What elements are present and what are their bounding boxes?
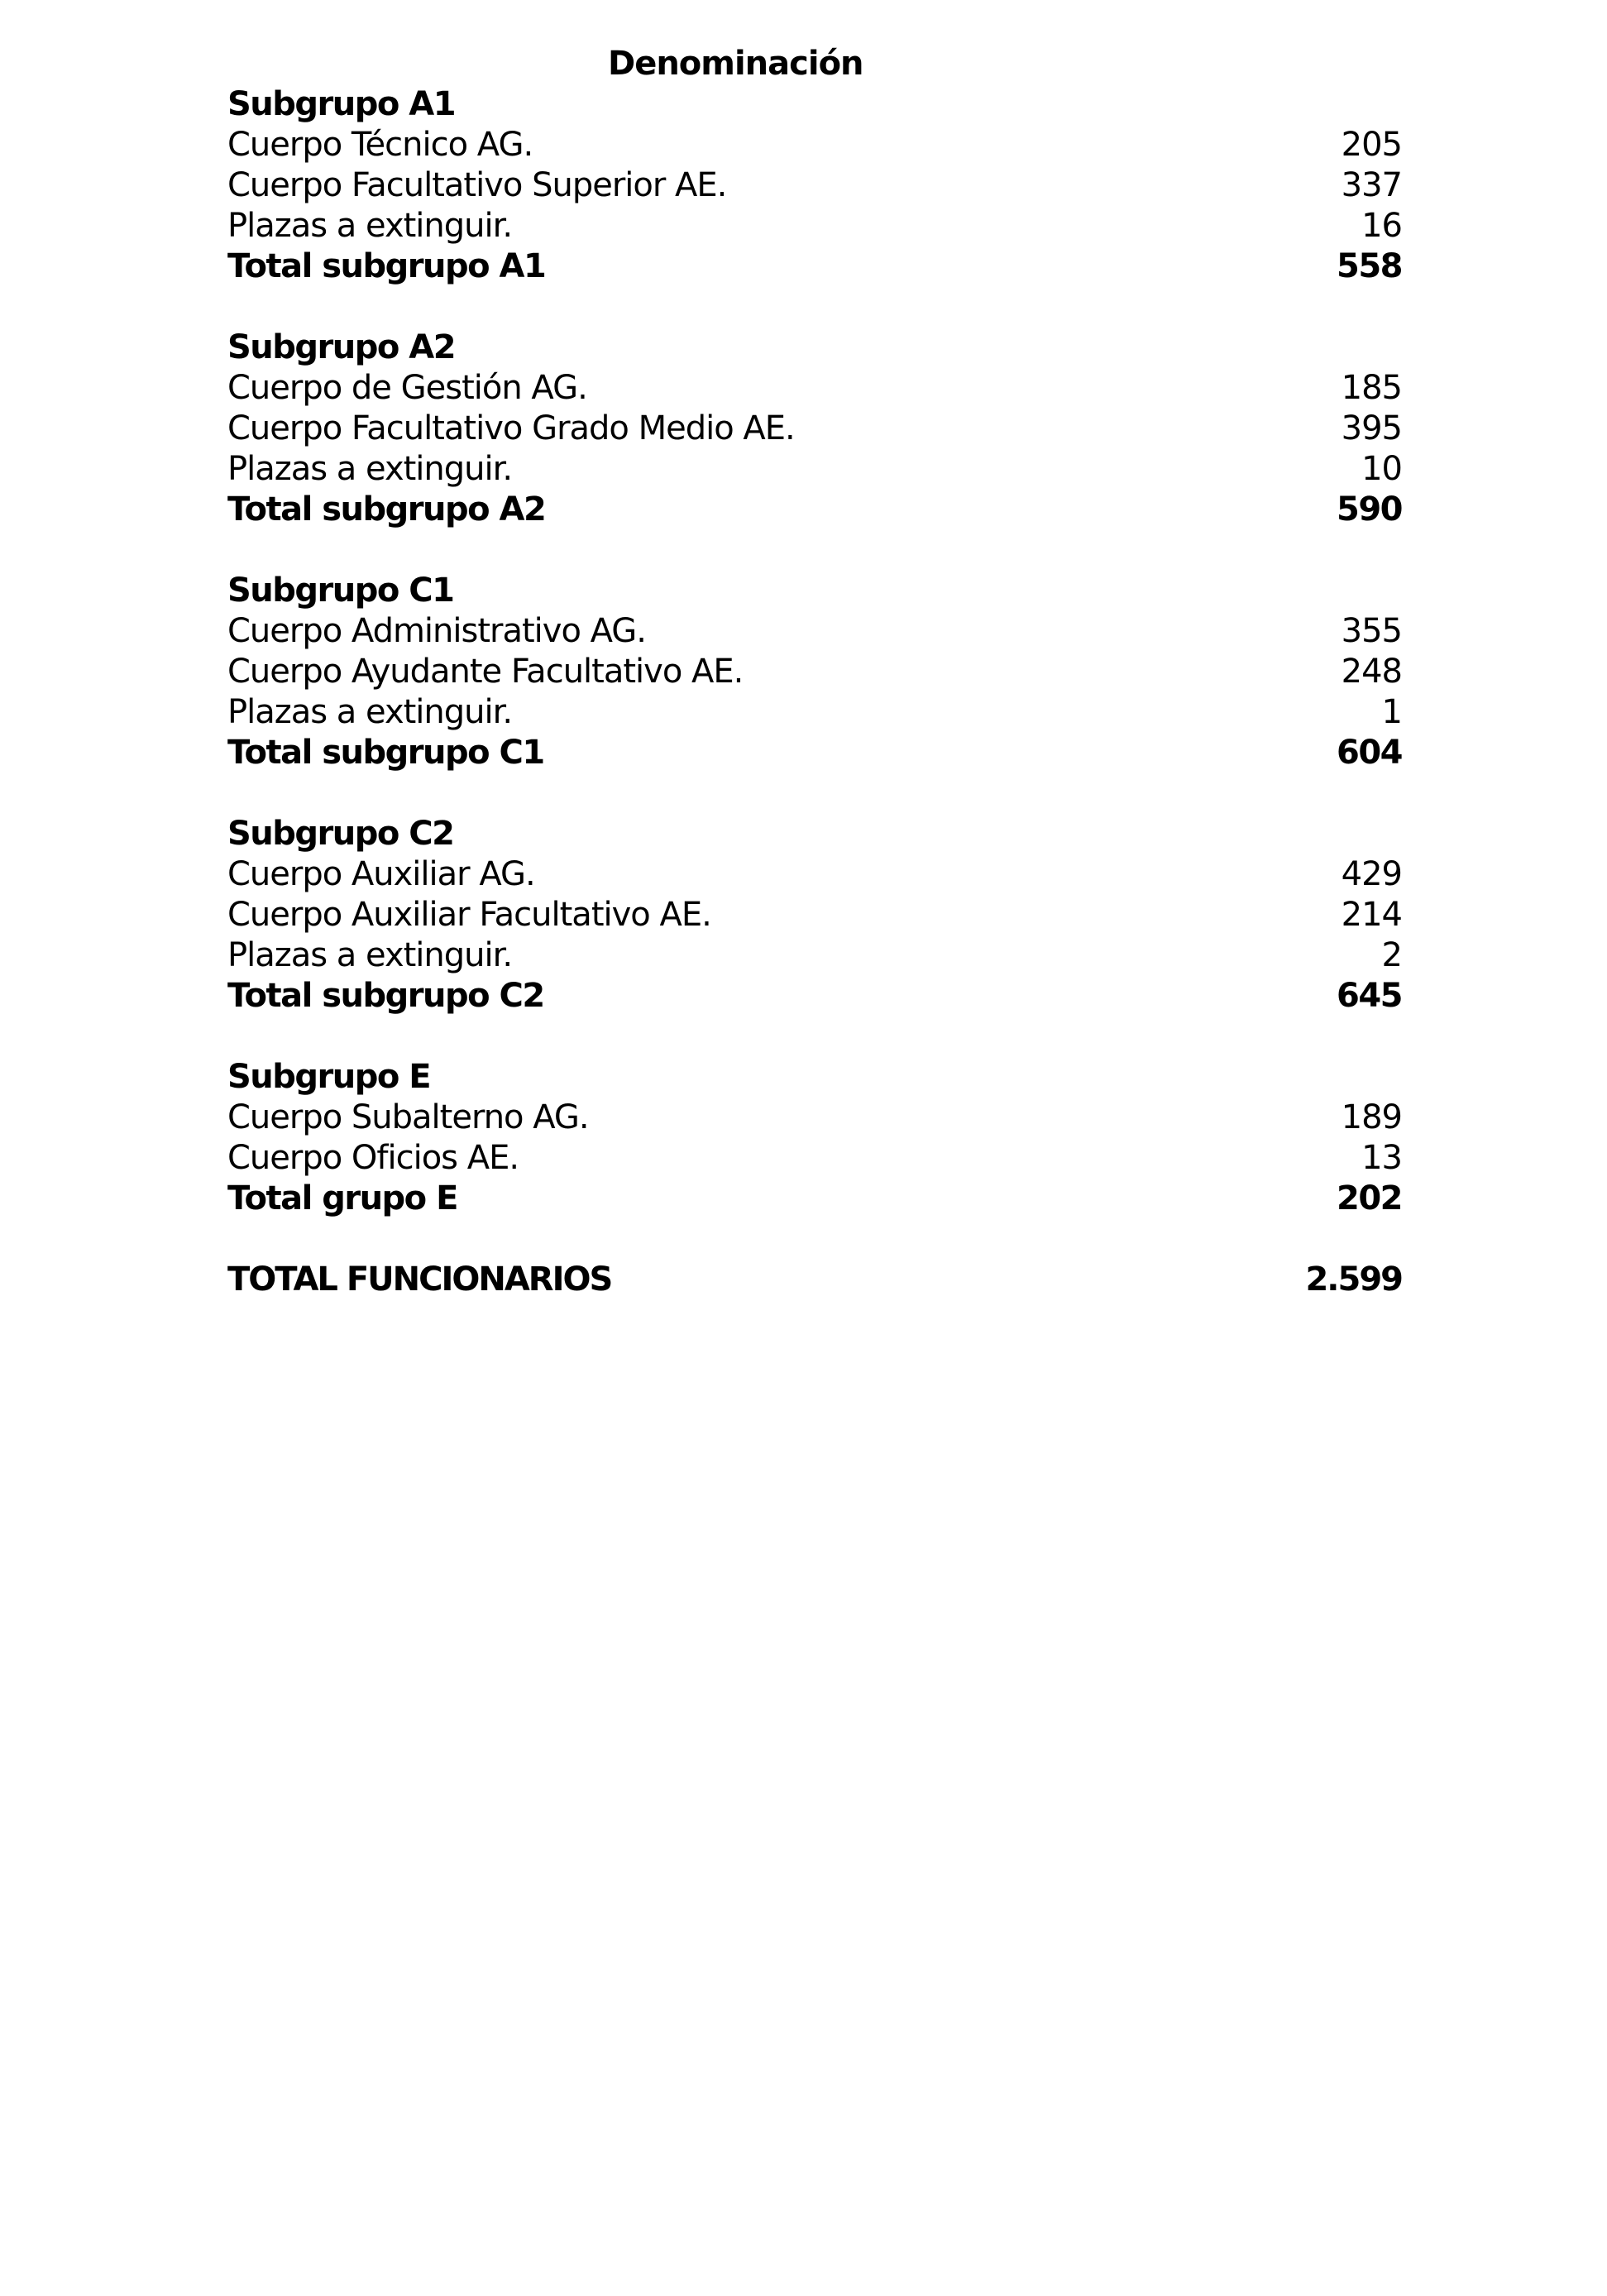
row-label: Cuerpo Oficios AE. <box>227 1139 519 1177</box>
table-row <box>227 652 1402 692</box>
table-row <box>227 611 1402 652</box>
group-subgrupo-a1 <box>227 84 1402 287</box>
table-row <box>227 692 1402 733</box>
total-label: Total subgrupo A1 <box>227 247 546 285</box>
row-label: Cuerpo Auxiliar Facultativo AE. <box>227 896 711 934</box>
row-label: Cuerpo Técnico AG. <box>227 126 533 164</box>
row-label: Plazas a extinguir. <box>227 207 513 245</box>
grand-total-value: 2.599 <box>1305 1260 1402 1299</box>
row-label: Cuerpo Facultativo Grado Medio AE. <box>227 409 795 447</box>
row-label: Cuerpo de Gestión AG. <box>227 369 587 407</box>
group-heading <box>227 814 1402 854</box>
row-label: Cuerpo Ayudante Facultativo AE. <box>227 653 744 691</box>
group-subgrupo-a2 <box>227 328 1402 530</box>
row-label: Cuerpo Facultativo Superior AE. <box>227 166 727 204</box>
row-label: Plazas a extinguir. <box>227 936 513 974</box>
row-label: Cuerpo Subalterno AG. <box>227 1098 589 1136</box>
group-title: Subgrupo E <box>227 1058 431 1096</box>
row-value: 395 <box>1341 409 1402 447</box>
row-value: 429 <box>1341 855 1402 893</box>
table-header <box>227 43 1402 84</box>
row-value: 205 <box>1341 126 1402 164</box>
group-subgrupo-e <box>227 1057 1402 1219</box>
total-label: Total subgrupo C2 <box>227 977 544 1015</box>
row-value: 16 <box>1361 207 1402 245</box>
table-row <box>227 368 1402 409</box>
table-row <box>227 1138 1402 1179</box>
row-value: 248 <box>1341 653 1402 691</box>
group-heading <box>227 1057 1402 1098</box>
row-value: 2 <box>1381 936 1402 974</box>
grand-total-label: TOTAL FUNCIONARIOS <box>227 1260 612 1299</box>
total-label: Total subgrupo C1 <box>227 734 544 772</box>
group-heading <box>227 571 1402 611</box>
group-title: Subgrupo C2 <box>227 815 454 853</box>
table-row <box>227 409 1402 449</box>
total-label: Total subgrupo A2 <box>227 490 546 529</box>
table-row <box>227 895 1402 935</box>
staff-table <box>227 84 1402 1300</box>
row-value: 189 <box>1341 1098 1402 1136</box>
group-heading <box>227 328 1402 368</box>
row-value: 214 <box>1341 896 1402 934</box>
group-total-row <box>227 246 1402 287</box>
table-row <box>227 165 1402 206</box>
group-total-row <box>227 490 1402 530</box>
total-label: Total grupo E <box>227 1179 457 1217</box>
total-value: 604 <box>1337 734 1402 772</box>
row-value: 185 <box>1341 369 1402 407</box>
table-row <box>227 1098 1402 1138</box>
row-value: 1 <box>1381 693 1402 731</box>
group-total-row <box>227 1179 1402 1219</box>
row-label: Cuerpo Administrativo AG. <box>227 612 647 650</box>
total-value: 202 <box>1337 1179 1402 1217</box>
group-heading <box>227 84 1402 125</box>
table-row <box>227 854 1402 895</box>
group-subgrupo-c1 <box>227 571 1402 773</box>
group-total-row <box>227 976 1402 1016</box>
row-value: 337 <box>1341 166 1402 204</box>
row-value: 13 <box>1361 1139 1402 1177</box>
total-value: 590 <box>1337 490 1402 529</box>
table-row <box>227 935 1402 976</box>
table-row <box>227 125 1402 165</box>
row-value: 10 <box>1361 450 1402 488</box>
group-total-row <box>227 733 1402 773</box>
total-value: 558 <box>1337 247 1402 285</box>
table-row <box>227 449 1402 490</box>
row-label: Plazas a extinguir. <box>227 450 513 488</box>
column-header-denominacion: Denominación <box>608 45 863 83</box>
group-title: Subgrupo A2 <box>227 328 456 366</box>
row-label: Cuerpo Auxiliar AG. <box>227 855 535 893</box>
table-row <box>227 206 1402 246</box>
group-title: Subgrupo C1 <box>227 572 454 610</box>
group-subgrupo-c2 <box>227 814 1402 1016</box>
grand-total-row <box>227 1260 1402 1300</box>
row-value: 355 <box>1341 612 1402 650</box>
group-title: Subgrupo A1 <box>227 85 456 123</box>
row-label: Plazas a extinguir. <box>227 693 513 731</box>
total-value: 645 <box>1337 977 1402 1015</box>
